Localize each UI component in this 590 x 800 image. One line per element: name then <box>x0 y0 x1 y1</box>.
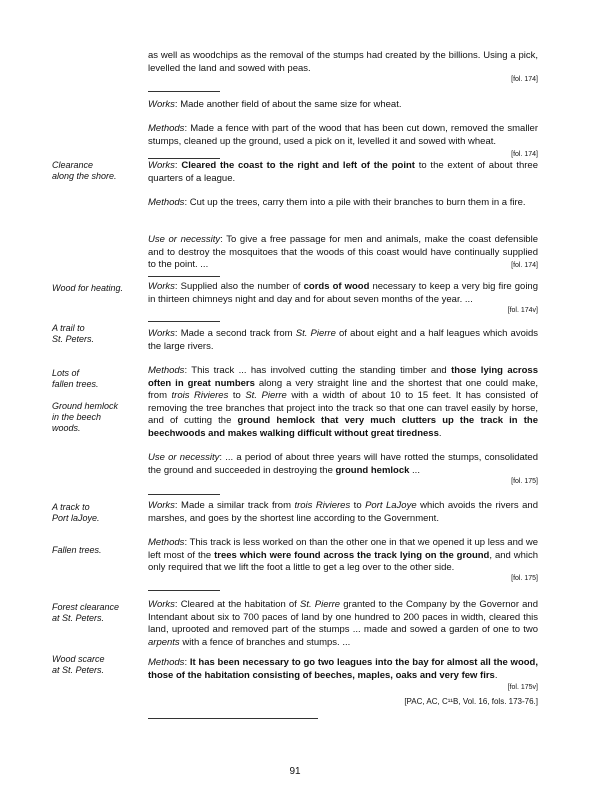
section-rule <box>148 590 220 591</box>
source-citation: [PAC, AC, C¹¹B, Vol. 16, fols. 173-76.] <box>404 697 538 706</box>
paragraph: as well as woodchips as the removal of the stumps had created by the billions. Using a pick, levelled the land and sowed with peas. <box>148 50 538 74</box>
section-rule <box>148 494 220 495</box>
section-rule <box>148 158 220 159</box>
paragraph: Use or necessity: To give a free passage for men and animals, make the coast defensible and to destroy the mosquitoes that the woods of this coast would have continually supplied to the point. ... <box>148 234 538 270</box>
section-rule <box>148 91 220 92</box>
footnote-rule <box>148 718 318 719</box>
folio-reference: [fol. 174] <box>511 76 538 83</box>
page-number: 91 <box>289 766 301 777</box>
paragraph: Methods: Cut up the trees, carry them into a pile with their branches to burn them in a fire. <box>148 197 526 208</box>
margin-note-trail: A trail to St. Peters. <box>52 323 95 344</box>
folio-reference: [fol. 175] <box>511 575 538 582</box>
folio-reference: [fol. 174] <box>511 262 538 269</box>
paragraph: Works: Made another field of about the same size for wheat. <box>148 99 402 110</box>
margin-note-lots-fallen: Lots of fallen trees. <box>52 368 99 389</box>
paragraph: Methods: It has been necessary to go two leagues into the bay for almost all the wood, those of the habitation consisting of beeches, maples, oaks and very few firs. <box>148 657 538 681</box>
paragraph: Works: Made a second track from St. Pierre of about eight and a half leagues which avoids the large rivers. <box>148 328 538 352</box>
margin-note-clearance: Clearance along the shore. <box>52 160 117 181</box>
paragraph: Works: Made a similar track from trois Rivieres to Port LaJoye which avoids the rivers and marshes, and goes by the shortest line according to the Government. <box>148 500 538 524</box>
paragraph: Methods: Made a fence with part of the wood that has been cut down, removed the smaller stumps, cleaned up the ground, used a pick on it, levelled it and sowed with wheat. <box>148 123 538 147</box>
margin-note-fallen-trees: Fallen trees. <box>52 545 102 555</box>
folio-reference: [fol. 175] <box>511 478 538 485</box>
paragraph: Methods: This track is less worked on than the other one in that we opened it up less and we left most of the trees which were found across the track lying on the ground, and which only required that we lift the foot a little to get a leg over to the other side. <box>148 537 539 573</box>
margin-note-hemlock: Ground hemlock in the beech woods. <box>52 401 119 433</box>
margin-note-forest-clearance: Forest clearance at St. Peters. <box>52 602 120 623</box>
section-rule <box>148 321 220 322</box>
paragraph: Works: Supplied also the number of cords of wood necessary to keep a very big fire going in thirteen chimneys night and day and for about seven months of the year. ... <box>148 281 538 305</box>
paragraph: Methods: This track ... has involved cutting the standing timber and those lying across often in great numbers along a very straight line and the shortest that one could make, from trois Rivieres to St. Pierre with a width of about 10 to 15 feet. It has consisted of removing the tree branches that project into the track so that one can travel easily by horse, and of cutting the ground hemlock that very much clutters up the track in the beechwoods and makes walking difficult without great tiredness. <box>148 365 539 439</box>
paragraph: Works: Cleared the coast to the right and left of the point to the extent of about three quarters of a league. <box>148 160 538 184</box>
paragraph: Use or necessity: ... a period of about three years will have rotted the stumps, consolidated the ground and succeeded in destroying the ground hemlock ... <box>148 452 538 476</box>
margin-note-track-lajoye: A track to Port laJoye. <box>52 502 100 523</box>
paragraph: Works: Cleared at the habitation of St. Pierre granted to the Company by the Governor and Intendant about six to 700 paces of land by one hundred to 200 paces in width, cleared this land, uprooted and removed part of the stumps ... made and sowed a garden of one to two arpents with a fence of branches and stumps. ... <box>148 599 538 648</box>
margin-note-wood-scarce: Wood scarce at St. Peters. <box>52 654 105 675</box>
folio-reference: [fol. 175v] <box>507 684 538 691</box>
section-rule <box>148 276 220 277</box>
folio-reference: [fol. 174v] <box>507 307 538 314</box>
folio-reference: [fol. 174] <box>511 151 538 158</box>
margin-note-wood-heating: Wood for heating. <box>52 283 124 293</box>
